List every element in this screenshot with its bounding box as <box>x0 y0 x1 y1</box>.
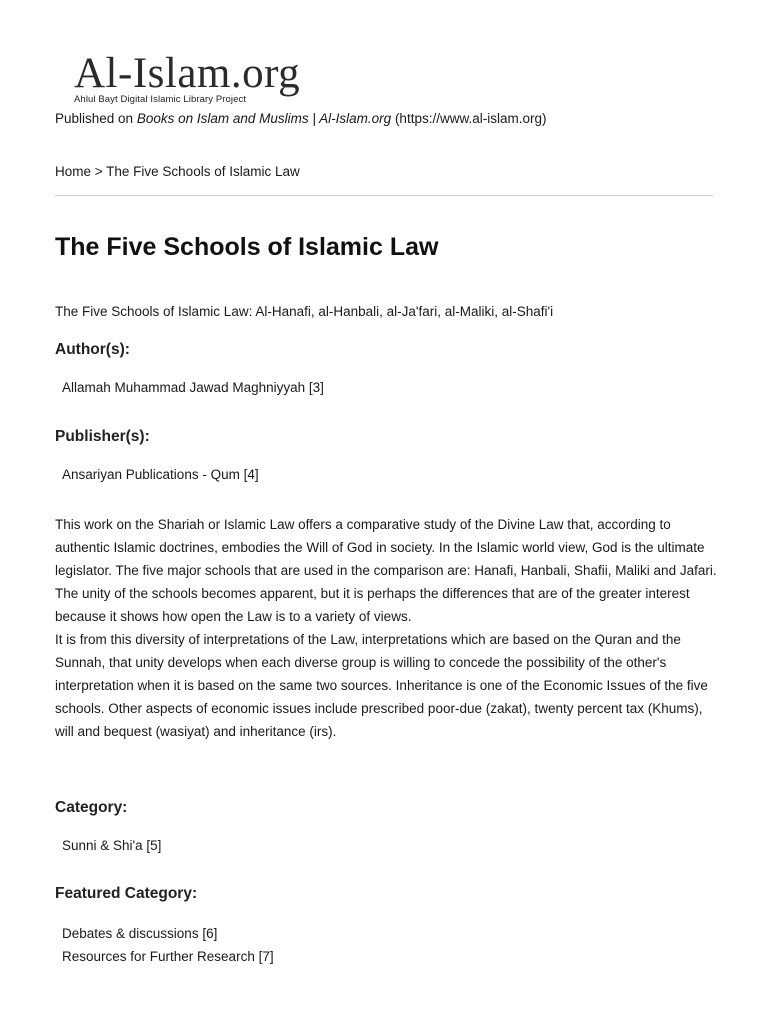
divider <box>55 195 713 196</box>
published-prefix: Published on <box>55 111 134 126</box>
logo-text: Al-Islam.org <box>74 50 301 97</box>
authors-label: Author(s): <box>55 341 130 358</box>
page-title: The Five Schools of Islamic Law <box>55 233 439 261</box>
category-link[interactable]: Sunni & Shi'a [5] <box>62 838 162 853</box>
logo-tagline: Ahlul Bayt Digital Islamic Library Project <box>74 94 247 105</box>
published-source-link[interactable]: Books on Islam and Muslims | Al-Islam.org <box>136 111 392 126</box>
featured-category-link[interactable]: Debates & discussions [6] <box>62 926 218 941</box>
author-link[interactable]: Allamah Muhammad Jawad Maghniyyah [3] <box>62 380 324 395</box>
publishers-label: Publisher(s): <box>55 428 150 445</box>
description-paragraph: The unity of the schools becomes apparent, but it is perhaps the differences that are of the greater interest because it shows how open the Law is to a variety of views. <box>55 586 690 624</box>
published-line <box>55 111 546 126</box>
breadcrumb[interactable]: Home > The Five Schools of Islamic Law <box>55 164 300 179</box>
site-logo[interactable] <box>74 52 300 105</box>
book-description <box>55 513 720 743</box>
featured-category-link[interactable]: Resources for Further Research [7] <box>62 949 274 964</box>
publisher-link[interactable]: Ansariyan Publications - Qum [4] <box>62 467 259 482</box>
page-subtitle: The Five Schools of Islamic Law: Al-Hanafi, al-Hanbali, al-Ja'fari, al-Maliki, al-Shafi'i <box>55 304 554 319</box>
description-paragraph: This work on the Shariah or Islamic Law offers a comparative study of the Divine Law that, according to authentic Islamic doctrines, embodies the Will of God in society. In the Islamic world view, God is the ultimate legislator. The five major schools that are used in the comparison are: Hanafi, Hanbali, Shafii, Maliki and Jafari. <box>55 517 717 578</box>
description-paragraph: It is from this diversity of interpretations of the Law, interpretations which are based on the Quran and the Sunnah, that unity develops when each diverse group is willing to concede the possibility of the other's interpretation when it is based on the same two sources. Inheritance is one of the Economic Issues of the five schools. Other aspects of economic issues include prescribed poor-due (zakat), twenty percent tax (Khums), will and bequest (wasiyat) and inheritance (irs). <box>55 632 708 739</box>
category-label: Category: <box>55 799 128 816</box>
featured-category-label: Featured Category: <box>55 885 198 902</box>
published-url: (https://www.al-islam.org) <box>394 111 547 126</box>
